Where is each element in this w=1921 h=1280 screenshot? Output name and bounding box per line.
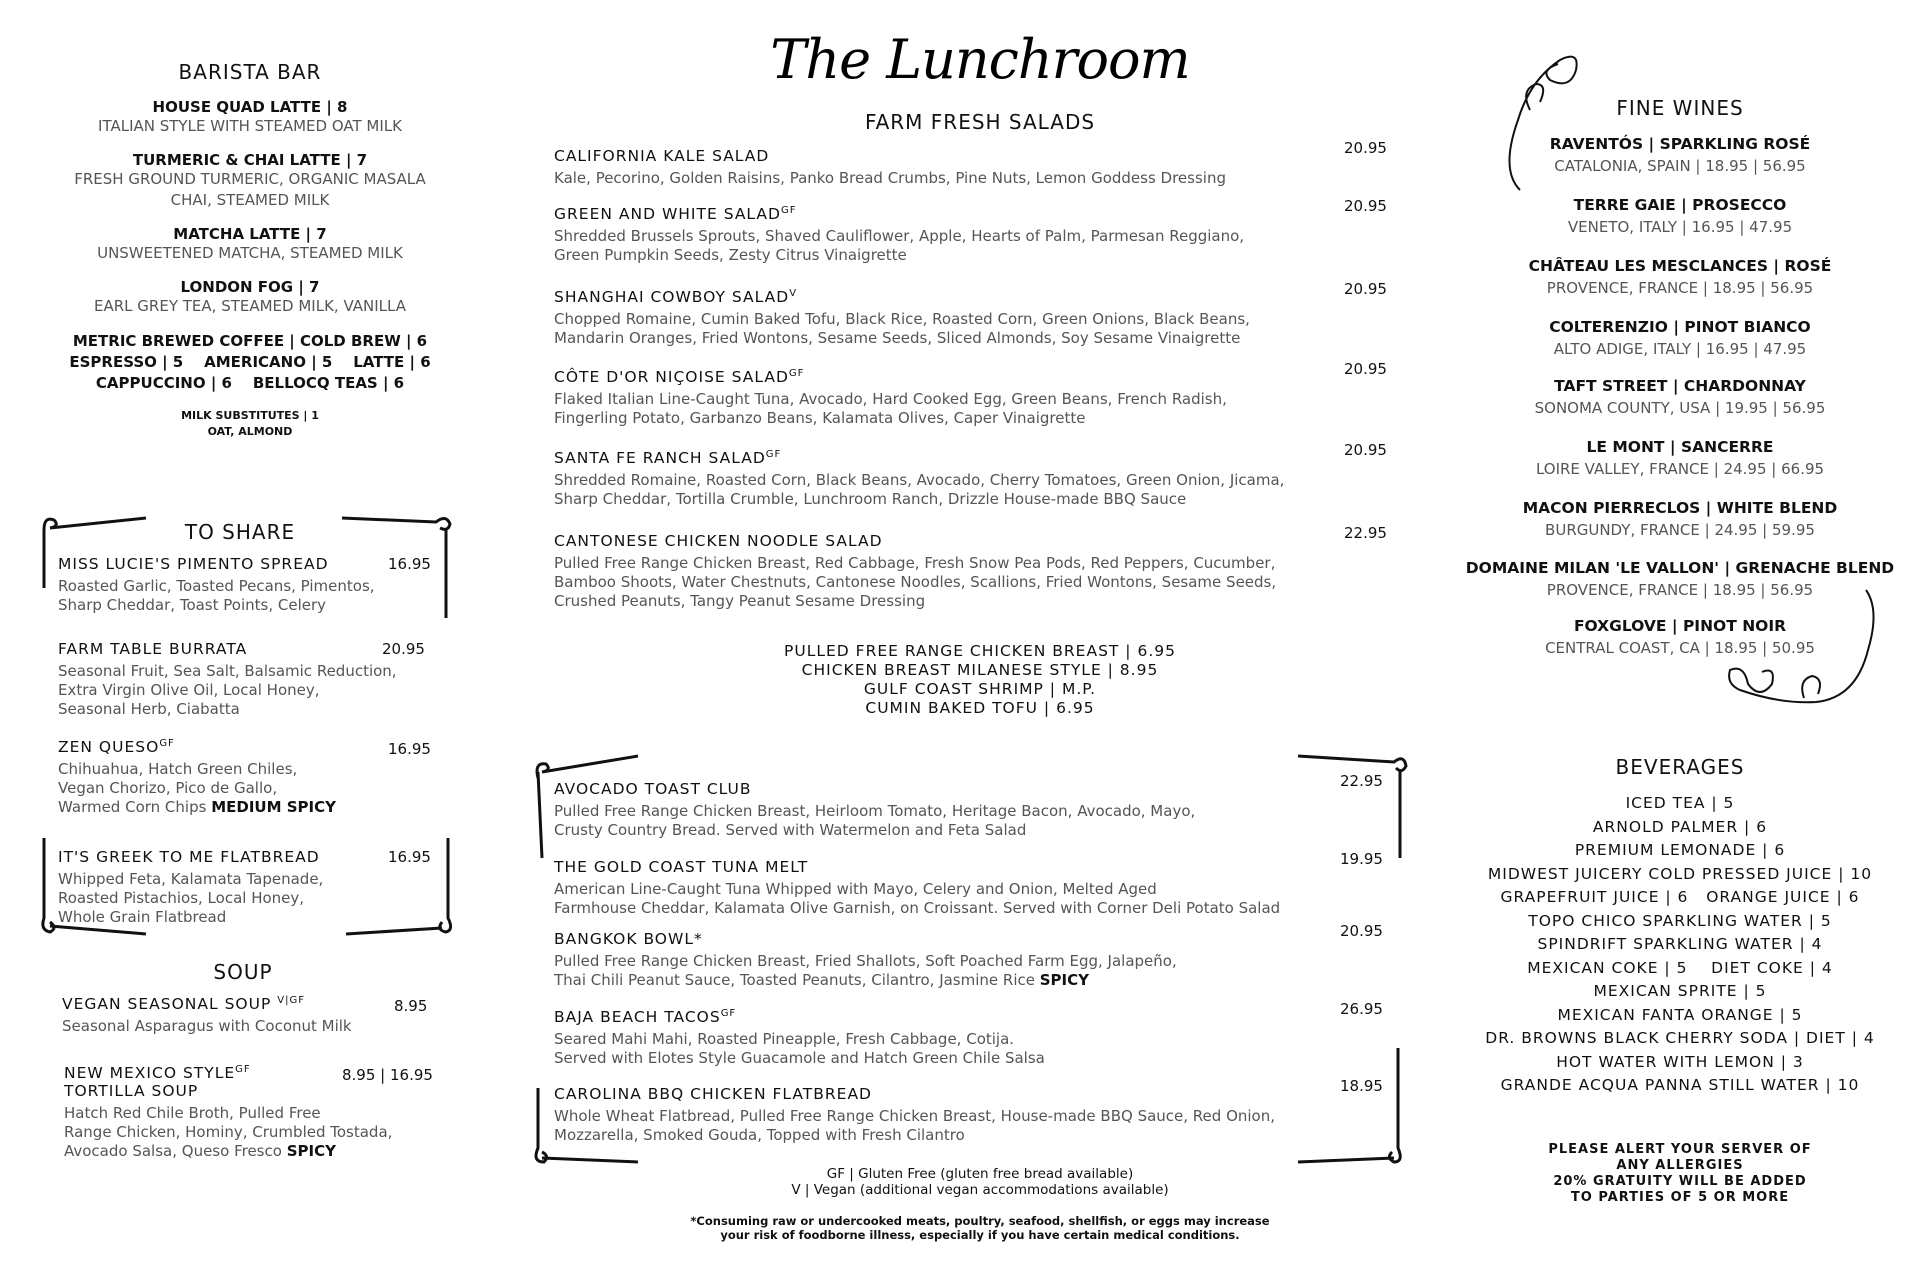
- item-price: 26.95: [1340, 1000, 1383, 1018]
- item-desc: Seasonal Asparagus with Coconut Milk: [62, 1017, 352, 1036]
- barista-item-desc: UNSWEETENED MATCHA, STEAMED MILK: [97, 244, 403, 262]
- item-desc: Roasted Garlic, Toasted Pecans, Pimentos,: [58, 577, 375, 595]
- wine-detail: SONOMA COUNTY, USA | 19.95 | 56.95: [1534, 399, 1826, 417]
- item-price: 8.95: [394, 997, 428, 1015]
- item-name: THE GOLD COAST TUNA MELT: [554, 858, 809, 876]
- spicy-label: SPICY: [286, 1142, 336, 1161]
- wine-detail: CENTRAL COAST, CA | 18.95 | 50.95: [1545, 639, 1815, 657]
- beverage-item: SPINDRIFT SPARKLING WATER | 4: [1537, 935, 1823, 953]
- item-name: ZEN QUESO: [58, 738, 160, 757]
- barista-item-name: MATCHA LATTE | 7: [173, 225, 327, 243]
- beverage-item: PREMIUM LEMONADE | 6: [1574, 841, 1786, 859]
- wine-detail: CATALONIA, SPAIN | 18.95 | 56.95: [1554, 157, 1806, 175]
- item-name: CALIFORNIA KALE SALAD: [554, 147, 770, 165]
- item-desc: Crushed Peanuts, Tangy Peanut Sesame Dressing: [554, 592, 926, 610]
- allergy-line: 20% GRATUITY WILL BE ADDED: [1553, 1174, 1807, 1189]
- beverage-item: DR. BROWNS BLACK CHERRY SODA | DIET | 4: [1485, 1029, 1875, 1047]
- beverage-item: ICED TEA | 5: [1625, 794, 1735, 812]
- item-desc: Mozzarella, Smoked Gouda, Topped with Fresh Cilantro: [554, 1126, 965, 1144]
- wine-name: COLTERENZIO | PINOT BIANCO: [1549, 318, 1811, 336]
- item-desc: Served with Elotes Style Guacamole and Hatch Green Chile Salsa: [554, 1049, 1045, 1068]
- item-desc: Chopped Romaine, Cumin Baked Tofu, Black Rice, Roasted Corn, Green Onions, Black Beans,: [554, 310, 1250, 329]
- item-name: CANTONESE CHICKEN NOODLE SALAD: [554, 532, 883, 550]
- item-desc: Green Pumpkin Seeds, Zesty Citrus Vinaigrette: [554, 246, 907, 265]
- item-price: 16.95: [388, 740, 431, 758]
- item-name: NEW MEXICO STYLE: [64, 1064, 236, 1083]
- wines-list: [1460, 135, 1900, 677]
- barista-item-desc: CHAI, STEAMED MILK: [170, 191, 330, 209]
- milk-line: MILK SUBSTITUTES | 1: [181, 409, 319, 422]
- share-item: [58, 738, 438, 817]
- beverage-item: HOT WATER WITH LEMON | 3: [1556, 1052, 1804, 1071]
- soup-item: [64, 1064, 444, 1161]
- disclaimer-line: your risk of foodborne illness, especially if you have certain medical conditions.: [720, 1228, 1240, 1242]
- legend-line: GF | Gluten Free (gluten free bread available): [826, 1166, 1134, 1182]
- barista-item-desc: FRESH GROUND TURMERIC, ORGANIC MASALA: [74, 170, 426, 188]
- milk-line: OAT, ALMOND: [207, 425, 293, 438]
- item-desc: Shredded Romaine, Roasted Corn, Black Beans, Avocado, Cherry Tomatoes, Green Onion, Jicama,: [554, 471, 1285, 490]
- allergy-line: PLEASE ALERT YOUR SERVER OF: [1548, 1142, 1812, 1157]
- addon-line: CHICKEN BREAST MILANESE STYLE | 8.95: [801, 661, 1159, 679]
- item-sup: GF: [235, 1064, 251, 1075]
- item-price: 19.95: [1340, 850, 1383, 868]
- item-desc: Thai Chili Peanut Sauce, Toasted Peanuts, Cilantro, Jasmine Rice: [554, 971, 1035, 989]
- addon-line: GULF COAST SHRIMP | M.P.: [863, 680, 1097, 698]
- item-name-line2: TORTILLA SOUP: [64, 1082, 199, 1101]
- item-price: 20.95: [1344, 360, 1387, 378]
- item-desc: Seasonal Herb, Ciabatta: [58, 700, 240, 718]
- wine-detail: ALTO ADIGE, ITALY | 16.95 | 47.95: [1553, 340, 1807, 358]
- item-desc: Mandarin Oranges, Fried Wontons, Sesame Seeds, Sliced Almonds, Soy Sesame Vinaigrette: [554, 329, 1241, 348]
- spicy-label: SPICY: [1039, 971, 1089, 989]
- item-desc: Vegan Chorizo, Pico de Gallo,: [58, 779, 278, 798]
- item-desc: Pulled Free Range Chicken Breast, Red Cabbage, Fresh Snow Pea Pods, Red Peppers, Cucumber,: [554, 554, 1276, 572]
- wine-detail: VENETO, ITALY | 16.95 | 47.95: [1567, 218, 1793, 236]
- menu-item: [554, 850, 1383, 918]
- wine-name: DOMAINE MILAN 'LE VALLON' | GRENACHE BLEND: [1465, 559, 1895, 577]
- item-desc: Pulled Free Range Chicken Breast, Fried Shallots, Soft Poached Farm Egg, Jalapeño,: [554, 952, 1177, 970]
- barista-item-desc: EARL GREY TEA, STEAMED MILK, VANILLA: [94, 297, 406, 315]
- item-price: 16.95: [388, 848, 431, 866]
- menu-item: [554, 197, 1387, 265]
- beverage-item: GRAPEFRUIT JUICE | 6 ORANGE JUICE | 6: [1500, 888, 1860, 906]
- item-price: 20.95: [1344, 197, 1387, 215]
- menu-item: [554, 441, 1387, 509]
- allergy-line: ANY ALLERGIES: [1616, 1158, 1744, 1173]
- menu-item: [554, 1077, 1383, 1145]
- item-desc: Chihuahua, Hatch Green Chiles,: [58, 760, 298, 779]
- allergy-line: TO PARTIES OF 5 OR MORE: [1570, 1190, 1790, 1205]
- item-desc: Crusty Country Bread. Served with Watermelon and Feta Salad: [554, 821, 1027, 839]
- item-desc: Roasted Pistachios, Local Honey,: [58, 889, 305, 907]
- item-name: CAROLINA BBQ CHICKEN FLATBREAD: [554, 1085, 872, 1103]
- wine-detail: BURGUNDY, FRANCE | 24.95 | 59.95: [1545, 521, 1815, 539]
- salad-addons: [740, 642, 1220, 718]
- item-desc: Range Chicken, Hominy, Crumbled Tostada,: [64, 1123, 393, 1142]
- share-item: [58, 848, 438, 927]
- item-desc: Avocado Salsa, Queso Fresco: [64, 1142, 282, 1161]
- item-price: 18.95: [1340, 1077, 1383, 1095]
- disclaimer-line: *Consuming raw or undercooked meats, poultry, seafood, shellfish, or eggs may increase: [690, 1214, 1270, 1228]
- item-name: BAJA BEACH TACOS: [554, 1008, 721, 1027]
- item-desc: Kale, Pecorino, Golden Raisins, Panko Bread Crumbs, Pine Nuts, Lemon Goddess Dressing: [554, 169, 1226, 187]
- beverage-item: MEXICAN SPRITE | 5: [1593, 982, 1767, 1000]
- barista-title: BARISTA BAR: [178, 60, 322, 84]
- beverage-item: GRANDE ACQUA PANNA STILL WATER | 10: [1500, 1076, 1860, 1094]
- allergy-note: [1500, 1142, 1860, 1206]
- item-sup: GF: [720, 1008, 737, 1019]
- item-price: 20.95: [1344, 441, 1387, 459]
- spicy-label: MEDIUM SPICY: [211, 798, 336, 817]
- item-name: SHANGHAI COWBOY SALAD: [554, 288, 790, 307]
- item-name: BANGKOK BOWL*: [554, 930, 703, 948]
- wine-name: TERRE GAIE | PROSECCO: [1573, 196, 1787, 214]
- share-item: [58, 640, 438, 719]
- menu-item: [554, 524, 1387, 611]
- item-name: GREEN AND WHITE SALAD: [554, 205, 781, 224]
- beverage-item: TOPO CHICO SPARKLING WATER | 5: [1528, 911, 1832, 930]
- beverage-item: MEXICAN FANTA ORANGE | 5: [1557, 1005, 1803, 1024]
- barista-item-desc: ITALIAN STYLE WITH STEAMED OAT MILK: [98, 117, 402, 135]
- item-name: FARM TABLE BURRATA: [58, 640, 248, 658]
- item-desc: Seared Mahi Mahi, Roasted Pineapple, Fresh Cabbage, Cotija.: [554, 1030, 1015, 1049]
- item-price: 22.95: [1344, 524, 1387, 542]
- soup-item: [62, 995, 442, 1036]
- addon-line: PULLED FREE RANGE CHICKEN BREAST | 6.95: [784, 642, 1176, 660]
- barista-section: [30, 60, 470, 440]
- menu-item: [554, 280, 1387, 348]
- legend-line: V | Vegan (additional vegan accommodations available): [791, 1182, 1169, 1198]
- item-desc: Whole Grain Flatbread: [58, 908, 227, 926]
- item-desc: American Line-Caught Tuna Whipped with Mayo, Celery and Onion, Melted Aged: [554, 880, 1157, 898]
- item-price: 8.95 | 16.95: [342, 1066, 433, 1084]
- wine-name: RAVENTÓS | SPARKLING ROSÉ: [1549, 135, 1811, 153]
- item-desc: Sharp Cheddar, Toast Points, Celery: [58, 596, 327, 614]
- item-sup: V: [789, 288, 798, 299]
- wines-title: FINE WINES: [1616, 96, 1744, 120]
- item-sup: GF: [780, 205, 797, 216]
- coffee-line: METRIC BREWED COFFEE | COLD BREW | 6: [72, 332, 428, 350]
- item-desc: Whole Wheat Flatbread, Pulled Free Range Chicken Breast, House-made BBQ Sauce, Red Onion,: [554, 1107, 1276, 1125]
- item-price: 20.95: [1344, 280, 1387, 298]
- item-desc: Bamboo Shoots, Water Chestnuts, Cantonese Noodles, Scallions, Fried Wontons, Sesame Seeds,: [554, 573, 1277, 591]
- to-share-title: TO SHARE: [184, 520, 296, 544]
- coffee-line: ESPRESSO | 5 AMERICANO | 5 LATTE | 6: [69, 353, 431, 371]
- item-price: 22.95: [1340, 772, 1383, 790]
- beverages-title: BEVERAGES: [1615, 755, 1745, 779]
- item-sup: GF: [159, 738, 175, 749]
- menu-item: [554, 772, 1383, 840]
- item-price: 16.95: [388, 555, 431, 573]
- item-name: VEGAN SEASONAL SOUP: [62, 995, 272, 1014]
- item-desc: Pulled Free Range Chicken Breast, Heirloom Tomato, Heritage Bacon, Avocado, Mayo,: [554, 802, 1196, 820]
- item-desc: Warmed Corn Chips: [58, 798, 207, 817]
- barista-item-name: LONDON FOG | 7: [180, 278, 320, 296]
- beverages-list: [1460, 792, 1900, 1098]
- item-desc: Shredded Brussels Sprouts, Shaved Cauliflower, Apple, Hearts of Palm, Parmesan Reggiano,: [554, 227, 1245, 246]
- salads-title: FARM FRESH SALADS: [864, 110, 1096, 134]
- wine-name: MACON PIERRECLOS | WHITE BLEND: [1522, 499, 1838, 517]
- item-desc: Sharp Cheddar, Tortilla Crumble, Lunchroom Ranch, Drizzle House-made BBQ Sauce: [554, 490, 1187, 509]
- item-desc: Extra Virgin Olive Oil, Local Honey,: [58, 681, 320, 699]
- item-price: 20.95: [1340, 922, 1383, 940]
- item-name: SANTA FE RANCH SALAD: [554, 449, 766, 468]
- beverage-item: ARNOLD PALMER | 6: [1592, 817, 1768, 836]
- item-sup: GF: [765, 449, 782, 460]
- wine-detail: LOIRE VALLEY, FRANCE | 24.95 | 66.95: [1535, 460, 1825, 478]
- barista-item-name: TURMERIC & CHAI LATTE | 7: [132, 151, 368, 169]
- wine-name: CHÂTEAU LES MESCLANCES | ROSÉ: [1528, 257, 1832, 275]
- menu-item: [554, 360, 1387, 428]
- item-price: 20.95: [1344, 139, 1387, 157]
- diet-legend: [740, 1166, 1220, 1198]
- item-desc: Hatch Red Chile Broth, Pulled Free: [64, 1104, 321, 1123]
- item-name: IT'S GREEK TO ME FLATBREAD: [58, 848, 320, 866]
- item-sup: V|GF: [277, 995, 305, 1006]
- beverage-item: MEXICAN COKE | 5 DIET COKE | 4: [1527, 958, 1833, 977]
- item-name: CÔTE D'OR NIÇOISE SALAD: [554, 368, 789, 387]
- wine-detail: PROVENCE, FRANCE | 18.95 | 56.95: [1546, 279, 1814, 297]
- wine-name: TAFT STREET | CHARDONNAY: [1554, 377, 1806, 395]
- food-disclaimer: [640, 1214, 1320, 1242]
- item-price: 20.95: [382, 640, 425, 658]
- share-item: [58, 555, 438, 615]
- wine-name: LE MONT | SANCERRE: [1586, 438, 1774, 456]
- menu-item: [554, 1000, 1383, 1068]
- wine-name: FOXGLOVE | PINOT NOIR: [1573, 617, 1787, 635]
- soup-title: SOUP: [213, 960, 273, 984]
- restaurant-logo: The Lunchroom: [770, 28, 1190, 91]
- item-desc: Fingerling Potato, Garbanzo Beans, Kalamata Olives, Caper Vinaigrette: [554, 409, 1086, 428]
- item-sup: GF: [788, 368, 805, 379]
- barista-item-name: HOUSE QUAD LATTE | 8: [152, 98, 348, 116]
- item-desc: Farmhouse Cheddar, Kalamata Olive Garnish, on Croissant. Served with Corner Deli Potato Salad: [554, 899, 1281, 917]
- wine-detail: PROVENCE, FRANCE | 18.95 | 56.95: [1546, 581, 1814, 599]
- addon-line: CUMIN BAKED TOFU | 6.95: [865, 699, 1095, 717]
- item-name: AVOCADO TOAST CLUB: [554, 780, 752, 798]
- item-desc: Whipped Feta, Kalamata Tapenade,: [58, 870, 324, 888]
- beverage-item: MIDWEST JUICERY COLD PRESSED JUICE | 10: [1487, 864, 1873, 883]
- menu-item: [554, 922, 1383, 990]
- coffee-line: CAPPUCCINO | 6 BELLOCQ TEAS | 6: [95, 374, 405, 392]
- item-desc: Flaked Italian Line-Caught Tuna, Avocado, Hard Cooked Egg, Green Beans, French Radish,: [554, 390, 1227, 409]
- item-name: MISS LUCIE'S PIMENTO SPREAD: [58, 555, 329, 573]
- menu-item: [554, 139, 1387, 188]
- item-desc: Seasonal Fruit, Sea Salt, Balsamic Reduction,: [58, 662, 397, 680]
